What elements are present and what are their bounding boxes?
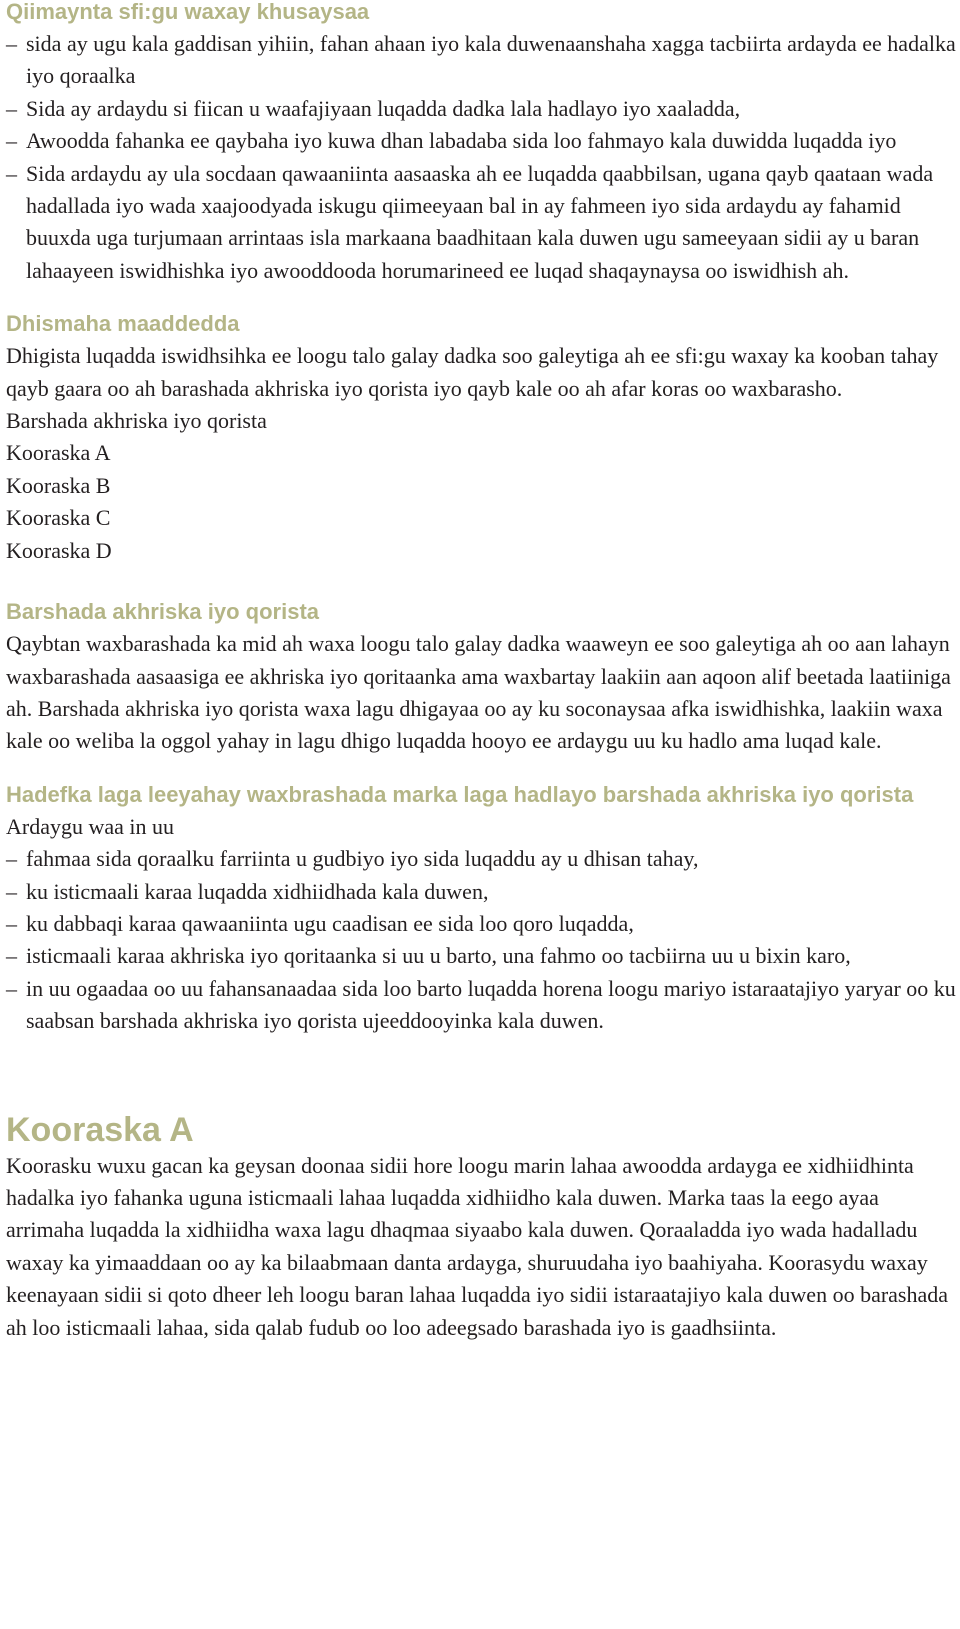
subject-line: Barshada akhriska iyo qorista	[6, 408, 267, 434]
aims-intro: Ardaygu waa in uu	[6, 813, 175, 839]
subject-paragraph: Dhigista luqadda iswidhsihka ee loogu talo galay dadka soo galeytiga ah ee sfi:gu waxay ka kooban tahay qayb gaara oo ah barashada akhriska iyo qorista iyo qayb kale oo ah afar koras oo waxbarasho.	[6, 343, 939, 401]
literacy-paragraph: Qaybtan waxbarashada ka mid ah waxa loogu talo galay dadka waaweyn ee soo galeytiga ah oo aan lahayn waxbarashada aasaasiga ee akhriska iyo qoritaanka ama waxbartay laakiin aan aqoon alif beetada laatiiniga ah. Barshada akhriska iyo qorista waxa lagu dhigayaa oo ay ku soconaysaa afka iswidhishka, laakiin waxa kale oo weliba la oggol yahay in lagu dhigo luqadda hooyo ee ardaygu uu ku hadlo ama luqad kale.	[6, 631, 951, 754]
list-item: – ku isticmaali karaa luqadda xidhiidhada kala duwen,	[6, 876, 956, 908]
list-item: – ku dabbaqi karaa qawaaniinta ugu caadisan ee sida loo qoro luqadda,	[6, 908, 956, 940]
subject-line: Kooraska B	[6, 472, 111, 498]
list-item: – Sida ardaydu ay ula socdaan qawaaniinta aasaaska ah ee luqadda qaabbilsan, ugana qayb qaataan wada hadallada iyo wada xaajoodyada iskugu qiimeeyaan bal in ay fahmeen iyo sida ardaydu ay fahamid buuxda uga turjumaan arrintaas isla markaana baadhitaan kala duwen ugu sameeyaan sidii ay u baran lahaayeen iswidhishka iyo awooddooda horumarineed ee luqad shaqaynaysa oo iswidhish ah.	[6, 158, 956, 288]
course-a-paragraph: Koorasku wuxu gacan ka geysan doonaa sidii hore loogu marin lahaa awoodda ardayga ee xidhiidhinta hadalka iyo fahanka uguna isticmaali lahaa luqadda xidhiidho kala duwen. Marka taas la eego ayaa arrimaha luqadda la xidhiidha waxa lagu dhaqmaa siyaabo kala duwen. Qoraaladda iyo wada hadalladu waxay ka yimaaddaan oo ay ka bilaabmaan danta ardayga, shuruudaha iyo baahiyaha. Koorasydu waxay keenayaan sidii si qoto dheer leh loogu baran lahaa luqadda iyo sidii istaraatajiyo kala duwen oo barashada ah loo isticmaali lahaa, sida qalab fudub oo loo adeegsado barashada iyo is gaadhsiinta.	[6, 1152, 949, 1340]
subject-line: Kooraska C	[6, 505, 111, 531]
list-item: – sida ay ugu kala gaddisan yihiin, fahan ahaan iyo kala duwenaanshaha xagga tacbiirta ardayda ee hadalka iyo qoraalka	[6, 28, 956, 93]
list-item: – Awoodda fahanka ee qaybaha iyo kuwa dhan labadaba sida loo fahmayo kala duwidda luqadda iyo	[6, 125, 956, 157]
spacer	[6, 567, 956, 596]
section-heading-literacy: Barshada akhriska iyo qorista	[6, 599, 320, 625]
section-heading-course-a: Kooraska A	[6, 1110, 194, 1149]
document-page	[6, 0, 956, 1344]
section-heading-aims: Hadefka laga leeyahay waxbrashada marka laga hadlayo barshada akhriska iyo qorista	[6, 781, 914, 807]
subject-line: Kooraska D	[6, 537, 112, 563]
list-item: – in uu ogaadaa oo uu fahansanaadaa sida loo barto luqadda horena loogu mariyo istaraatajiyo yaryar oo ku saabsan barshada akhriska iyo qorista ujeeddooyinka kala duwen.	[6, 973, 956, 1038]
list-item: – Sida ay ardaydu si fiican u waafajiyaan luqadda dadka lala hadlayo iyo xaaladda,	[6, 93, 956, 125]
subject-line: Kooraska A	[6, 440, 111, 466]
list-item: – fahmaa sida qoraalku farriinta u gudbiyo iyo sida luqaddu ay u dhisan tahay,	[6, 843, 956, 875]
spacer	[6, 287, 956, 308]
section-heading-goals: Qiimaynta sfi:gu waxay khusaysaa	[6, 0, 370, 24]
section-heading-subject: Dhismaha maaddedda	[6, 311, 240, 337]
aims-list	[6, 843, 956, 1037]
list-item: – isticmaali karaa akhriska iyo qoritaanka si uu u barto, una fahmo oo tacbiirna uu u bixin karo,	[6, 940, 956, 972]
goals-list	[6, 28, 956, 287]
spacer	[6, 1038, 956, 1110]
spacer	[6, 758, 956, 779]
